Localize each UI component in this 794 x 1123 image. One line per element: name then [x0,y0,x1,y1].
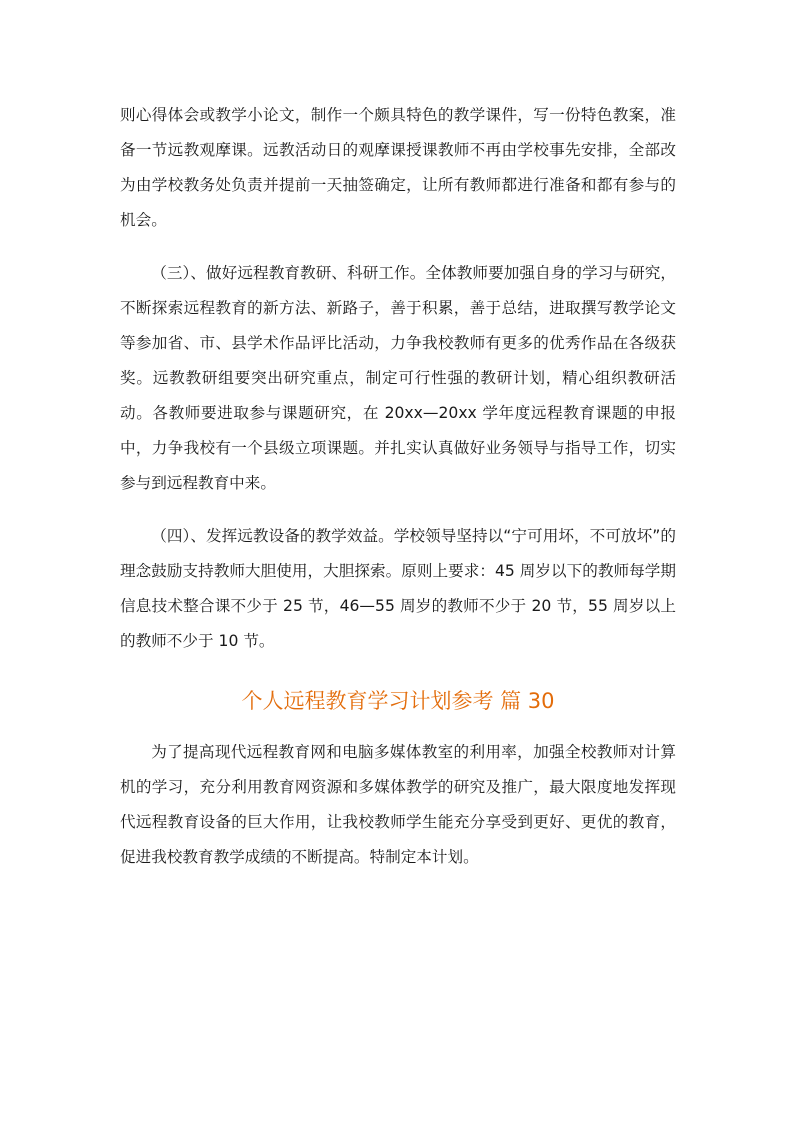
paragraph-intro: 为了提高现代远程教育网和电脑多媒体教室的利用率，加强全校教师对计算机的学习，充分利用教育网资源和多媒体教学的研究及推广，最大限度地发挥现代远程教育设备的巨大作用，让我校教师学生能充分享受到更好、更优的教育，促进我校教育教学成绩的不断提高。特制定本计划。 [120,743,676,866]
document-page [120,98,676,875]
paragraph-section-three: （三）、做好远程教育教研、科研工作。全体教师要加强自身的学习与研究，不断探索远程教育的新方法、新路子，善于积累，善于总结，进取撰写教学论文等参加省、市、县学术作品评比活动，力争我校教师有更多的优秀作品在各级获奖。远教教研组要突出研究重点，制定可行性强的教研计划，精心组织教研活动。各教师要进取参与课题研究，在 20xx—20xx 学年度远程教育课题的申报中，力争我校有一个县级立项课题。并扎实认真做好业务领导与指导工作，切实参与到远程教育中来。 [120,264,676,492]
paragraph-spacer [120,238,676,256]
section-heading: 个人远程教育学习计划参考 篇 30 [241,689,555,713]
paragraph-spacer [120,501,676,519]
paragraph-section-four: （四）、发挥远教设备的教学效益。学校领导坚持以“宁可用坏，不可放坏”的理念鼓励支持教师大胆使用，大胆探索。原则上要求：45 周岁以下的教师每学期信息技术整合课不少于 25 节，46—55 周岁的教师不少于 20 节，55 周岁以上的教师不少于 10 节。 [120,527,676,650]
paragraph-continuation: 则心得体会或教学小论文，制作一个颇具特色的教学课件，写一份特色教案，准备一节远教观摩课。远教活动日的观摩课授课教师不再由学校事先安排，全部改为由学校教务处负责并提前一天抽签确定，让所有教师都进行准备和都有参与的机会。 [120,106,676,229]
